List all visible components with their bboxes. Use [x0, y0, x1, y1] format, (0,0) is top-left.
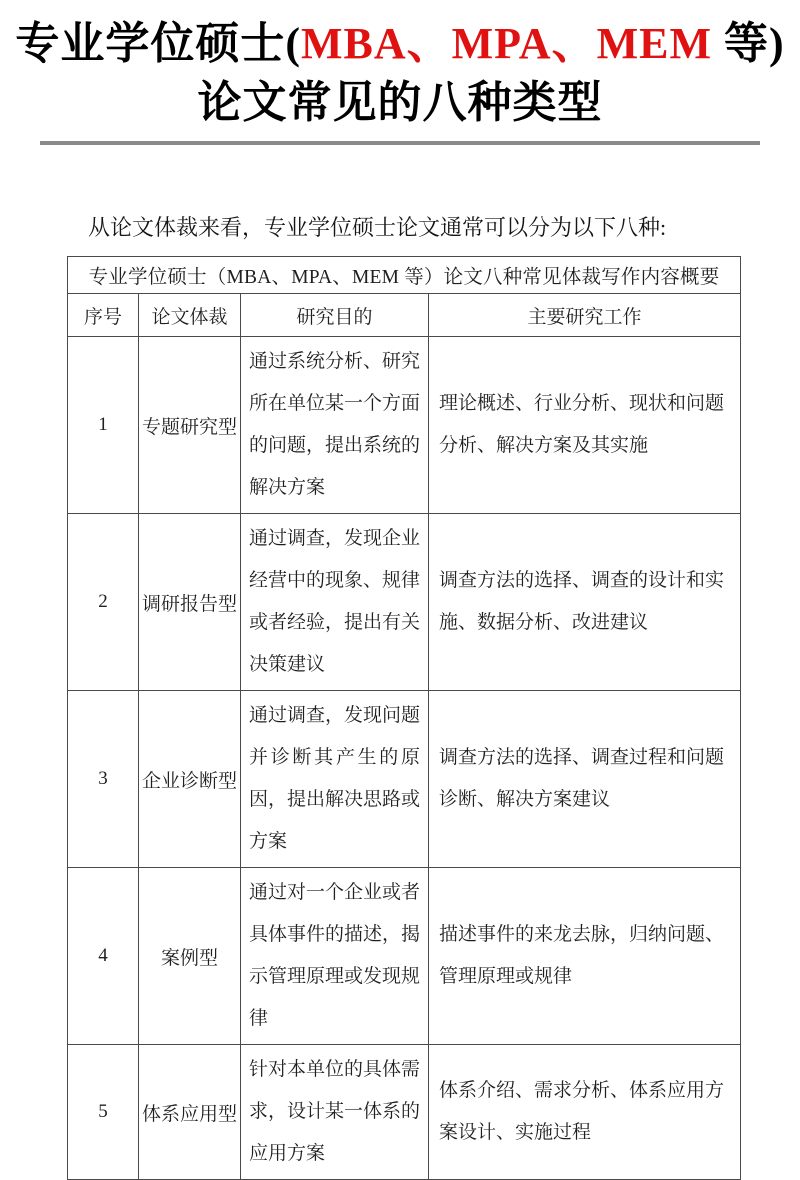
row-purpose: 通过系统分析、研究所在单位某一个方面的问题，提出系统的解决方案 [241, 337, 429, 514]
row-number: 4 [68, 868, 139, 1045]
table-row [68, 868, 741, 1045]
row-purpose: 通过对一个企业或者具体事件的描述，揭示管理原理或发现规律 [241, 868, 429, 1045]
column-header-purpose: 研究目的 [241, 294, 429, 337]
row-purpose: 通过调查，发现问题并诊断其产生的原因，提出解决思路或方案 [241, 691, 429, 868]
horizontal-divider [40, 141, 760, 145]
row-number: 1 [68, 337, 139, 514]
row-genre: 调研报告型 [139, 514, 241, 691]
page-title [0, 0, 800, 132]
row-work: 调查方法的选择、调查过程和问题诊断、解决方案建议 [429, 691, 741, 868]
table-caption: 专业学位硕士（MBA、MPA、MEM 等）论文八种常见体裁写作内容概要 [68, 257, 741, 294]
row-purpose: 针对本单位的具体需求，设计某一体系的应用方案 [241, 1045, 429, 1180]
thesis-types-table [67, 256, 741, 1180]
row-number: 2 [68, 514, 139, 691]
table-row [68, 691, 741, 868]
row-number: 5 [68, 1045, 139, 1180]
row-work: 理论概述、行业分析、现状和问题分析、解决方案及其实施 [429, 337, 741, 514]
row-number: 3 [68, 691, 139, 868]
row-work: 体系介绍、需求分析、体系应用方案设计、实施过程 [429, 1045, 741, 1180]
row-work: 描述事件的来龙去脉，归纳问题、管理原理或规律 [429, 868, 741, 1045]
row-genre: 案例型 [139, 868, 241, 1045]
page-title-degrees-red: MBA、MPA、MEM [301, 19, 712, 68]
page-title-line1 [0, 14, 800, 73]
page-title-line2: 论文常见的八种类型 [197, 78, 603, 127]
table-row [68, 337, 741, 514]
row-genre: 体系应用型 [139, 1045, 241, 1180]
row-genre: 专题研究型 [139, 337, 241, 514]
column-header-genre: 论文体裁 [139, 294, 241, 337]
row-genre: 企业诊断型 [139, 691, 241, 868]
table-row [68, 514, 741, 691]
table-caption-row [68, 257, 741, 294]
table-row [68, 1045, 741, 1180]
column-header-work: 主要研究工作 [429, 294, 741, 337]
page-title-line1-prefix: 专业学位硕士( [15, 19, 301, 68]
column-header-no: 序号 [68, 294, 139, 337]
page-title-line1-suffix: 等) [711, 19, 785, 68]
row-purpose: 通过调查，发现企业经营中的现象、规律或者经验，提出有关决策建议 [241, 514, 429, 691]
table-header-row [68, 294, 741, 337]
row-work: 调查方法的选择、调查的设计和实施、数据分析、改进建议 [429, 514, 741, 691]
intro-paragraph: 从论文体裁来看，专业学位硕士论文通常可以分为以下八种: [88, 215, 667, 240]
